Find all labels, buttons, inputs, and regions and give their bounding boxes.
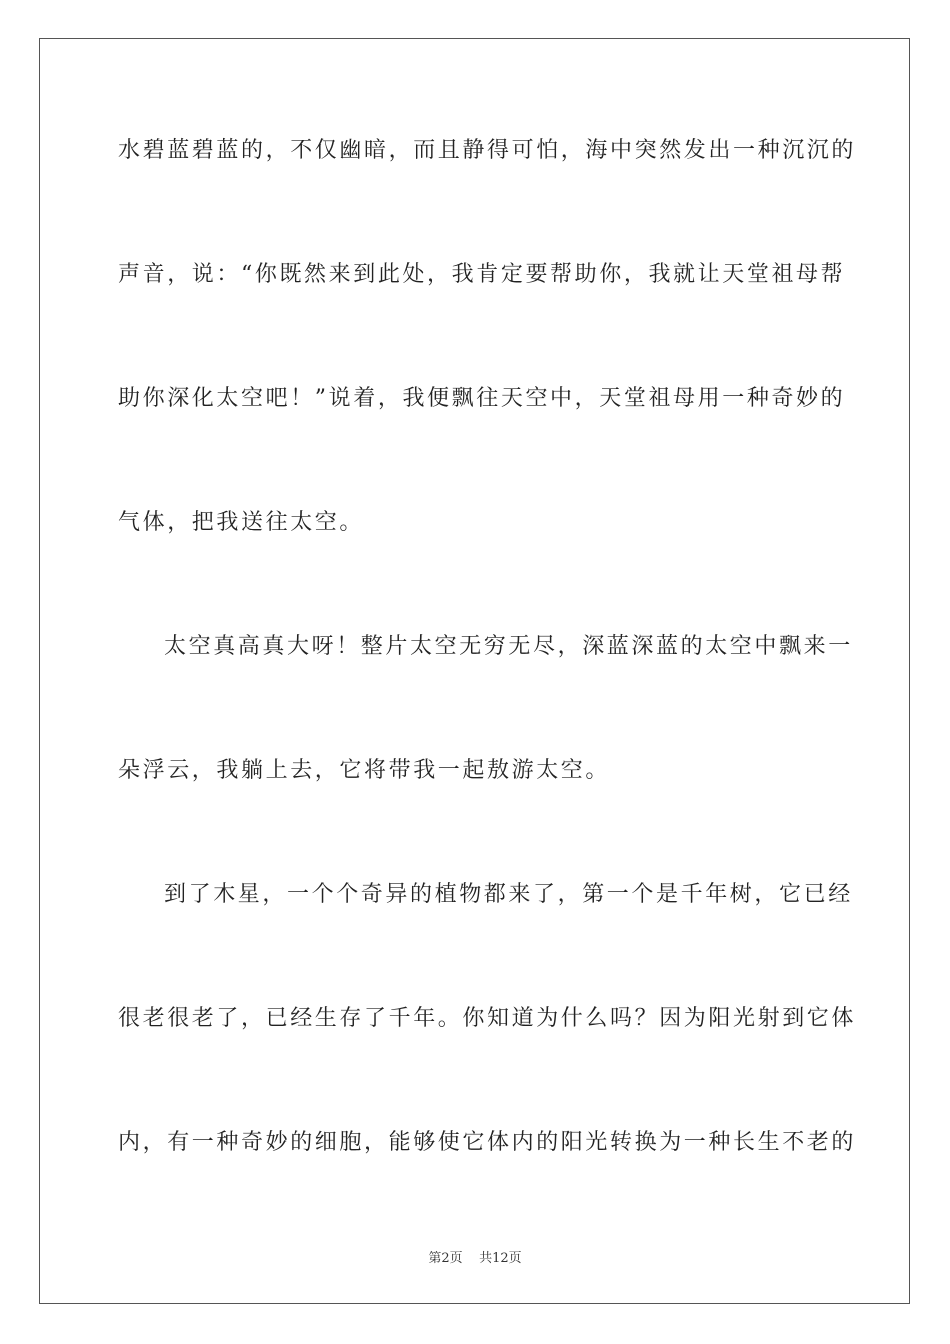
page-total: 共12页: [479, 1251, 522, 1266]
page-number: 第2页: [428, 1251, 463, 1266]
page-footer: [0, 1247, 950, 1266]
body-line-1: 水碧蓝碧蓝的，不仅幽暗，而且静得可怕，海中突然发出一种沉沉的: [118, 138, 857, 163]
body-line-9: 内，有一种奇妙的细胞，能够使它体内的阳光转换为一种长生不老的: [118, 1130, 857, 1155]
page-border: [39, 38, 910, 1304]
body-line-3: 助你深化太空吧！”说着，我便飘往天空中，天堂祖母用一种奇妙的: [118, 386, 846, 411]
body-line-6: 朵浮云，我躺上去，它将带我一起敖游太空。: [118, 758, 611, 783]
body-line-5: 太空真高真大呀！整片太空无穷无尽，深蓝深蓝的太空中飘来一: [164, 634, 853, 659]
body-line-8: 很老很老了，已经生存了千年。你知道为什么吗？因为阳光射到它体: [118, 1006, 857, 1031]
body-line-2: 声音，说：“你既然来到此处，我肯定要帮助你，我就让天堂祖母帮: [118, 262, 846, 287]
body-line-7: 到了木星，一个个奇异的植物都来了，第一个是千年树，它已经: [164, 882, 853, 907]
body-line-4: 气体，把我送往太空。: [118, 510, 365, 535]
